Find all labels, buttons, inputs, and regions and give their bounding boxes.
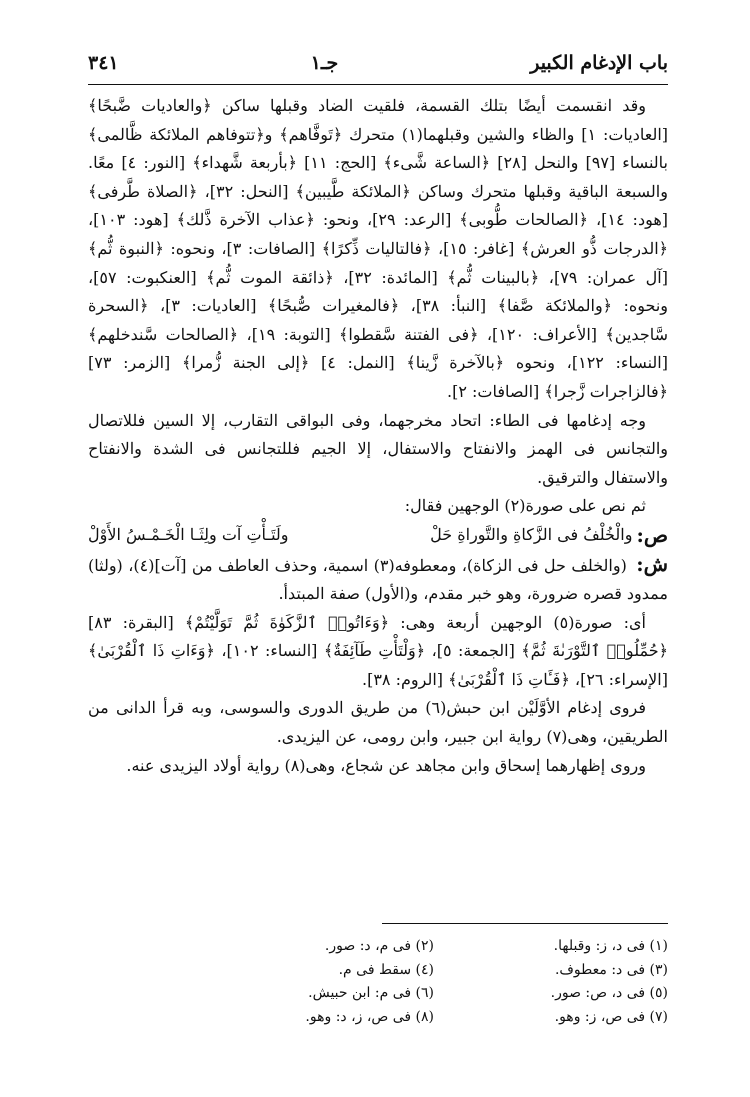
- sharh-marker: ش:: [636, 551, 669, 576]
- text-line: ذَّلك﴾ [هود: ١٠٣]، ﴿الدرجات ذُّو العرش﴾ [غافر: ١٥]، ﴿فالتاليات ذِّكرًا﴾: [88, 210, 669, 258]
- paragraph-reasoning: [88, 407, 668, 493]
- main-text: [88, 92, 668, 780]
- paragraph-four-forms: [88, 609, 668, 695]
- paragraph-qalqala-groups: [88, 92, 668, 407]
- footnotes: [200, 935, 668, 1029]
- footnote-7: (٧) فى ص، ز: وهو.: [554, 1008, 668, 1025]
- poem-verse: [88, 521, 668, 550]
- text-line: فروى إدغام الأوَّلَيْن ابن حبش(٦) من طريق الدورى والسوسى، وبه قرأ الدانى من: [88, 698, 647, 718]
- footnote-5: (٥) فى د، ص: صور.: [550, 985, 668, 1001]
- verse-marker: ص:: [636, 522, 668, 547]
- text-line: ﴿حُمِّلُوا۟ ٱلتَّوْرَىٰةَ ثُمَّ﴾ [الجمعة: ٥]، ﴿وَلْتَأْتِ طَآئِفَةٌ﴾ [النساء: ١٠٢]، ﴿وَءَاتِ ذَا ٱلْقُرْبَىٰ﴾: [88, 641, 669, 661]
- text-line: طَّرفى﴾ [هود: ١٤]، ﴿الصالحات طُّوبى﴾ [الرعد: ٢٩]، ونحو: ﴿عذاب الآخرة: [88, 181, 669, 230]
- text-line: والاستفال والترقيق.: [537, 467, 668, 487]
- footnote-divider: [382, 923, 668, 924]
- text-line: ﴿ذائقة الموت ثُّم﴾ [العنكبوت: ٥٧]، ونحوه: ﴿والملائكة صَّفا﴾ [النبأ: ٣٨]،: [88, 267, 669, 316]
- text-line: (ولثا) ممدود قصره ضرورة، وهو خبر مقدم، و(الأول) صفة المبتدأ.: [88, 555, 668, 604]
- paragraph-izhar-narration: وروى إظهارهما إسحاق وابن مجاهد عن شجاع، وهى(٨) رواية أولاد اليزيدى عنه.: [126, 755, 646, 775]
- paragraph-intro: ثم نص على صورة(٢) الوجهين فقال:: [404, 496, 646, 516]
- volume-label: جـ١: [310, 52, 339, 74]
- verse-hemistich-1: والْخُلْفُ فى الزَّكاةِ والتَّوراةِ حَلْ: [430, 524, 633, 544]
- text-line: [الإسراء: ٢٦]، ﴿فَـَٔاتِ ذَا ٱلْقُرْبَىٰ﴾ [الروم: ٣٨].: [361, 669, 668, 689]
- text-line: زَّينا﴾ [النمل: ٤] ﴿إلى الجنة زُّمرا﴾ [الزمر: ٧٣] ﴿فالزاجرات زَّجرا﴾ [الصافات: ٢].: [88, 353, 668, 401]
- sharh-paragraph: [88, 550, 668, 609]
- paragraph-idgham-narration: [88, 694, 668, 751]
- text-line: والتجانس فى الهمز والانفتاح والاستفال، إلا الجيم فللتجانس فى الشدة والانفتاح: [88, 439, 668, 459]
- text-line: معًا. والسبعة الباقية وقبلها متحرك وساكن ﴿الملائكة طَّيبين﴾ [النحل: ٣٢]، ﴿الصلاة: [88, 153, 668, 201]
- footnote-3: (٣) فى د: معطوف.: [554, 961, 668, 978]
- footnote-4: (٤) سقط فى م.: [338, 961, 434, 978]
- footnote-1: (١) فى د، ز: وقبلها.: [553, 938, 668, 954]
- text-line: ﴿فالمغيرات صُّبحًا﴾ [العاديات: ٣]، ﴿السحرة سَّاجدين﴾ [الأعراف: ١٢٠]، ﴿فى: [88, 296, 669, 344]
- header-divider: [88, 84, 668, 85]
- footnote-8: (٨) فى ص، ز، د: وهو.: [305, 1008, 434, 1025]
- text-line: الفتنة سَّقطوا﴾ [التوبة: ١٩]، ﴿الصالحات سَّندخلهم﴾ [النساء: ١٢٢]، ونحوه ﴿بالآخرة: [88, 324, 668, 373]
- text-line: أى: صورة(٥) الوجهين أربعة وهى: ﴿وَءَاتُوا۟ ٱلزَّكَوٰةَ ثُمَّ تَوَلَّيْتُمْ﴾ [البقرة: ٨٣]: [88, 612, 646, 632]
- text-line: الطريقين، وهى(٧) رواية ابن جبير، وابن رومى، عن اليزيدى.: [276, 727, 668, 747]
- text-line: (والخلف حل فى الزكاة)، ومعطوفه(٣) اسمية، وحذف العاطف من [آت](٤)،: [128, 555, 627, 575]
- text-line: وقد انقسمت أيضًا بتلك القسمة، فلقيت الضاد وقبلها ساكن ﴿والعاديات ضَّبحًا﴾: [88, 96, 646, 115]
- footnote-2: (٢) فى م، د: صور.: [324, 938, 434, 954]
- page-number: ٣٤١: [88, 52, 119, 74]
- chapter-title: باب الإدغام الكبير: [530, 52, 668, 74]
- text-line: [العاديات: ١] والظاء والشين وقبلهما(١) متحرك ﴿تَوفَّاهم﴾ و﴿تتوفاهم الملائكة ظَّالمى﴾: [88, 124, 669, 144]
- page-header: [88, 44, 668, 82]
- text-line: [الصافات: ٣]، ونحوه: ﴿النبوة ثُّم﴾ [آل عمران: ٧٩]، ﴿بالبينات ثُّم﴾ [المائدة: ٣٢]،: [88, 238, 668, 287]
- footnote-6: (٦) فى م: ابن حبيش.: [308, 985, 434, 1001]
- text-line: بالنساء [٩٧] والنحل [٢٨] ﴿الساعة شَّىء﴾ [الحج: ١١] ﴿بأربعة شَّهداء﴾ [النور: ٤]: [121, 153, 669, 173]
- text-line: وجه إدغامها فى الطاء: اتحاد مخرجهما، وفى البواقى التقارب، إلا السين فللاتصال: [88, 410, 646, 430]
- verse-hemistich-2: ولَتَـأْتِ آت ولِثَـا الْخَـمْـسُ الأَوْلْ: [88, 524, 289, 544]
